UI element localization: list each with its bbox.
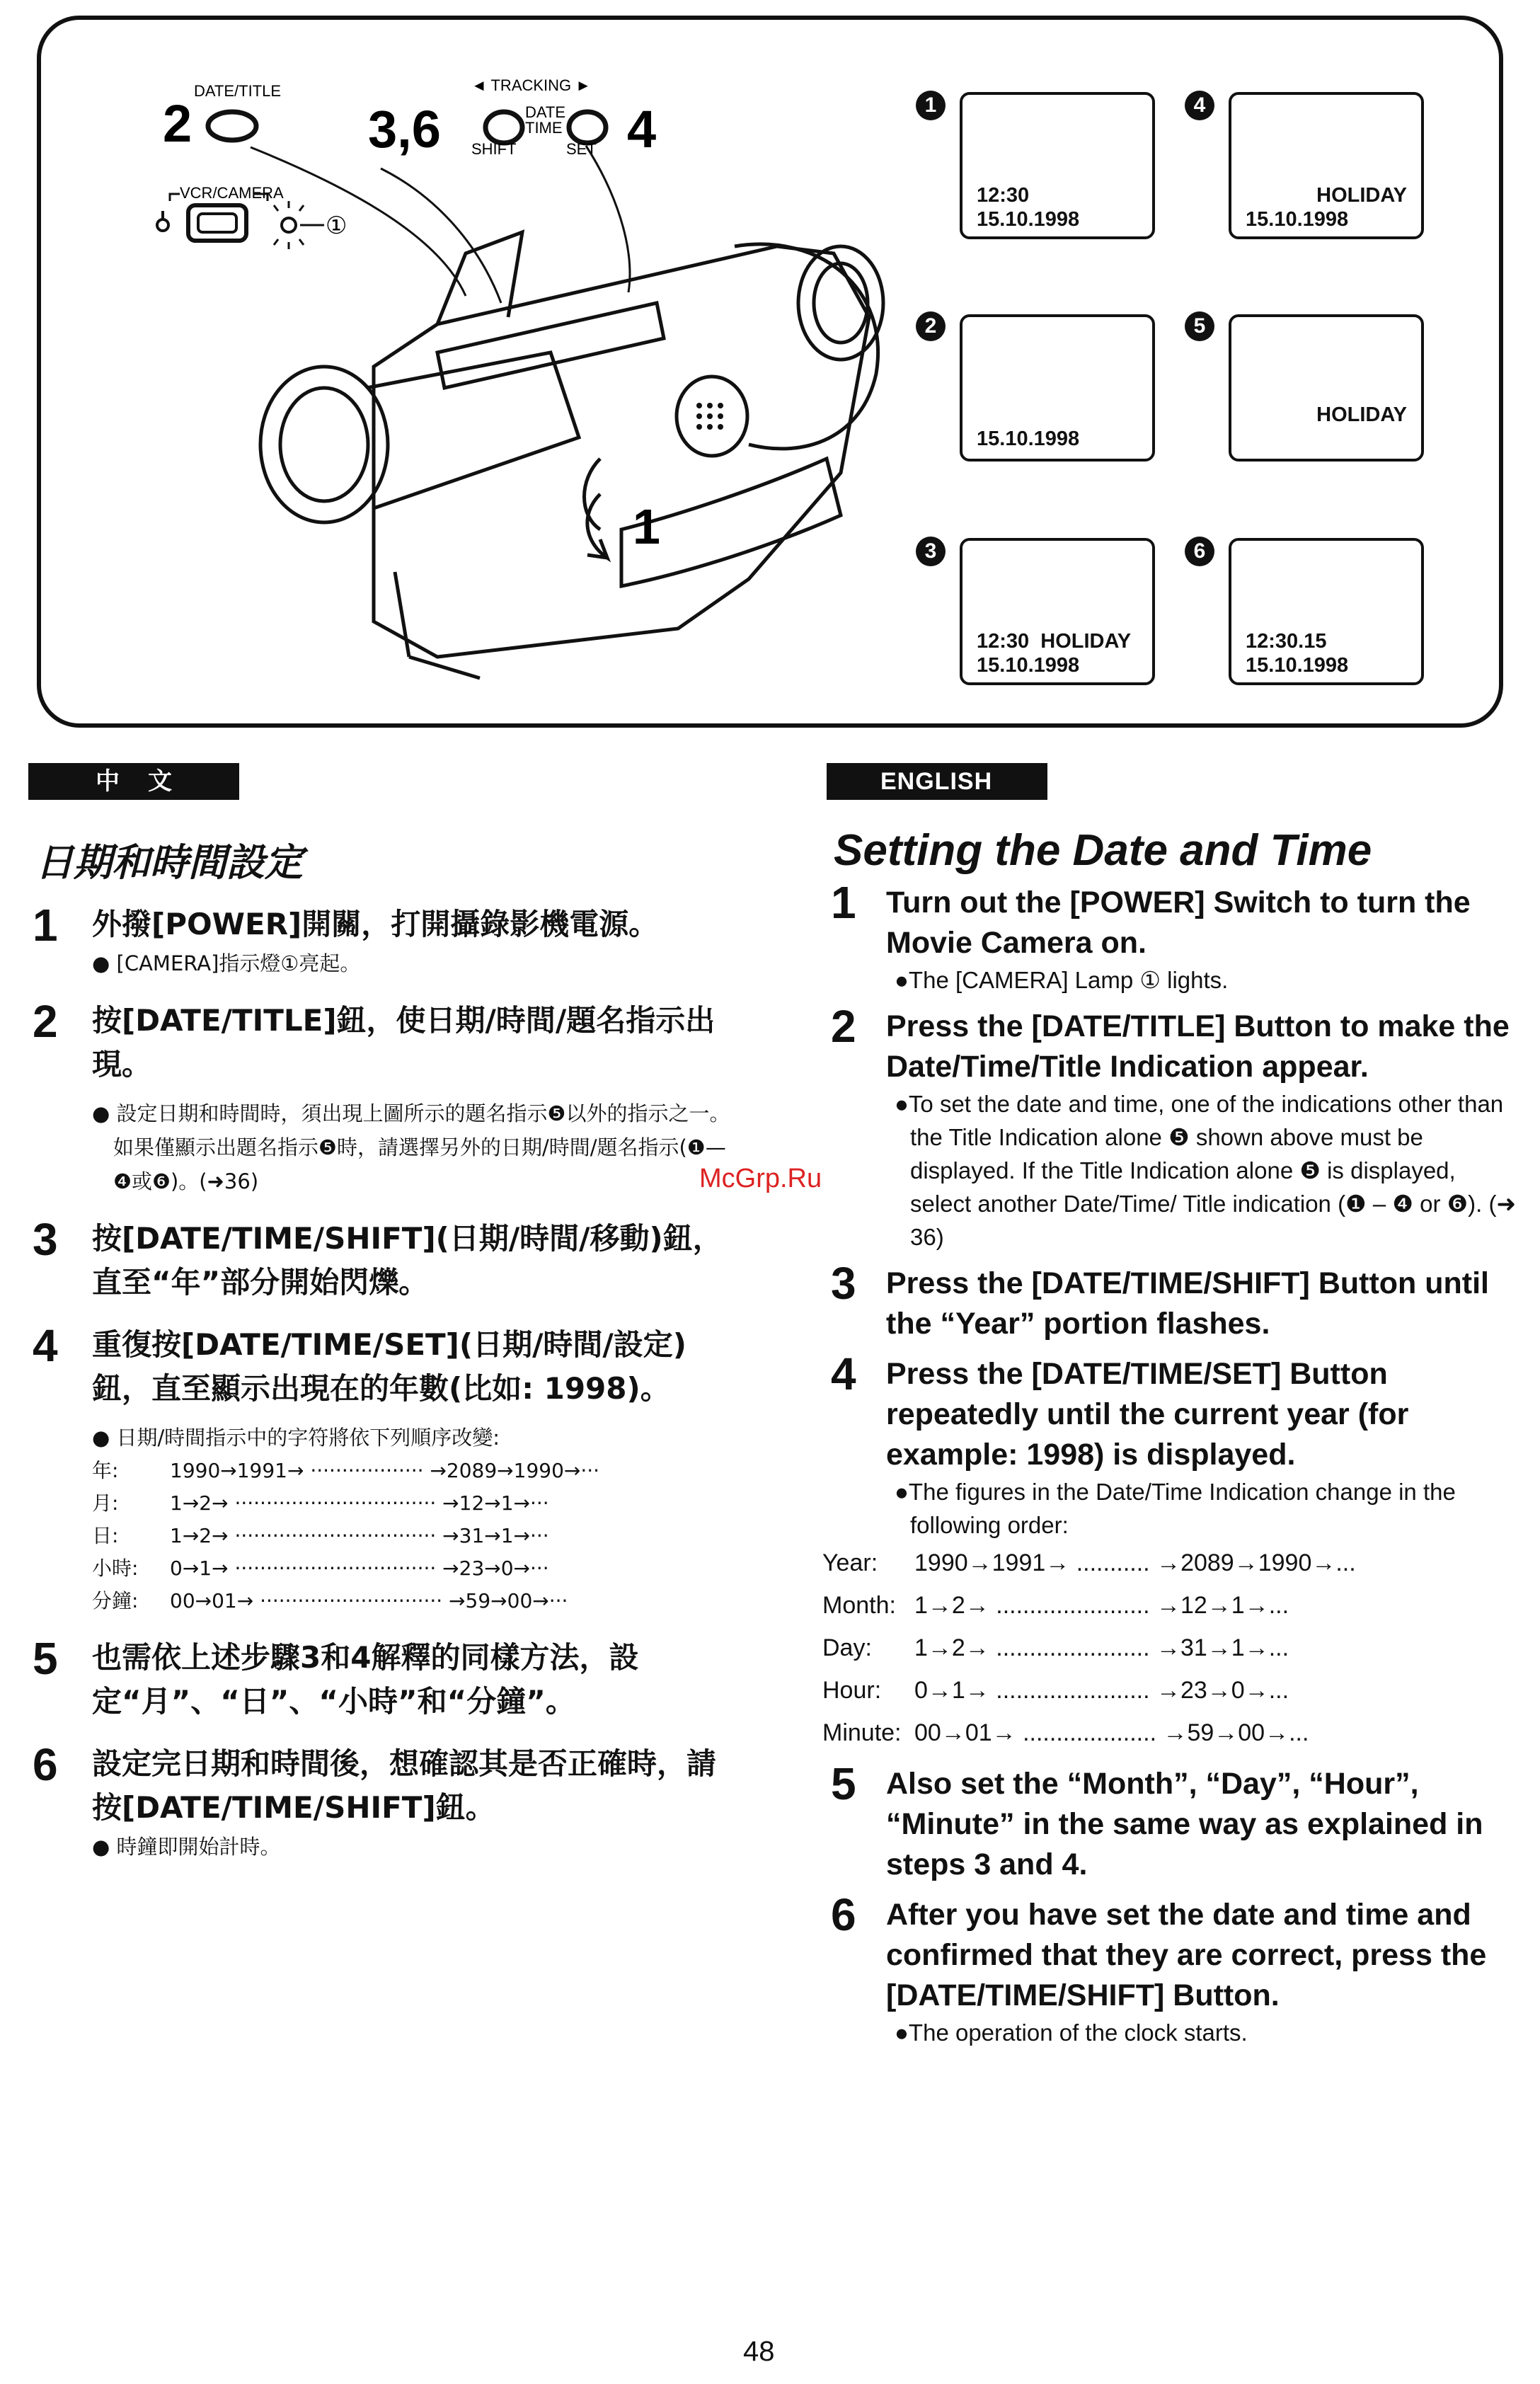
zh-step-1-text: 外撥[POWER]開關，打開攝錄影機電源。 <box>92 907 659 941</box>
screen-1-line-1: 12:30 <box>977 184 1030 207</box>
indication-screen-4 <box>1229 92 1424 239</box>
en-seq-row-minute: Minute: 00→01→ .................... →59→00→... <box>822 1719 1309 1746</box>
en-step-number: 1 <box>831 877 856 928</box>
screen-number-4: 4 <box>1185 91 1214 120</box>
zh-seq-row-year: 年: 1990→1991→ ·················· →2089→1990→··· <box>92 1459 600 1482</box>
screen-6-line-1: 12:30.15 <box>1246 630 1327 653</box>
zh-change-sequence <box>92 1455 736 1617</box>
date-title-label: DATE/TITLE <box>194 82 282 100</box>
zh-step-5-text: 也需依上述步驟3和4解釋的同樣方法，設定“月”、“日”、“小時”和“分鐘”。 <box>92 1640 639 1719</box>
watermark: McGrp.Ru <box>699 1164 822 1193</box>
zh-step-6-note: ● 時鐘即開始計時。 <box>92 1835 281 1859</box>
zh-step-1 <box>28 902 736 980</box>
time-label: TIME <box>525 119 563 137</box>
screen-5-line-1: HOLIDAY <box>1316 403 1407 426</box>
zh-step-6-text: 設定完日期和時間後，想確認其是否正確時，請按[DATE/TIME/SHIFT]鈕。 <box>92 1746 717 1825</box>
callout-4: 4 <box>627 100 657 159</box>
tracking-label: ◄ TRACKING ► <box>471 76 592 94</box>
zh-step-2 <box>28 996 736 1198</box>
date-label: DATE <box>525 103 566 121</box>
zh-step-2-text: 按[DATE/TITLE]鈕，使日期/時間/題名指示出現。 <box>92 1003 716 1082</box>
screen-4-line-1: HOLIDAY <box>1316 184 1407 207</box>
en-step-4-text: Press the [DATE/TIME/SET] Button repeatedly until the current year (for example: 1998) is displayed. <box>886 1357 1409 1472</box>
en-step-3-text: Press the [DATE/TIME/SHIFT] Button until the “Year” portion flashes. <box>886 1266 1490 1341</box>
shift-label: SHIFT <box>471 140 517 158</box>
callout-3-6: 3,6 <box>368 100 441 159</box>
en-step-number: 6 <box>831 1889 856 1940</box>
screen-1-line-2: 15.10.1998 <box>977 208 1080 231</box>
english-language-bar: ENGLISH <box>827 763 1047 800</box>
en-step-number: 2 <box>831 1001 856 1052</box>
en-step-2 <box>827 1001 1520 1254</box>
en-seq-row-hour: Hour: 0→1→ ....................... →23→0→... <box>822 1677 1289 1704</box>
zh-step-number: 1 <box>33 900 58 951</box>
vcr-camera-label: VCR/CAMERA <box>180 184 284 202</box>
date-time-set-button-icon <box>569 112 606 143</box>
english-title: Setting the Date and Time <box>834 826 1372 875</box>
screen-6-line-2: 15.10.1998 <box>1246 654 1349 677</box>
screen-number-5: 5 <box>1185 311 1214 341</box>
en-step-1-text: Turn out the [POWER] Switch to turn the Movie Camera on. <box>886 886 1471 960</box>
indication-screen-1 <box>960 92 1155 239</box>
screen-number-6: 6 <box>1185 537 1214 566</box>
en-step-3 <box>827 1258 1520 1344</box>
zh-step-6 <box>28 1739 736 1864</box>
zh-step-number: 3 <box>33 1214 58 1265</box>
indication-screen-5 <box>1229 314 1424 462</box>
en-step-2-note: ●To set the date and time, one of the indications other than the Title Indication alone ❺ shown above must be displayed. If the Title Indication alone ❺ is displayed, select another Date/Time/ Title indication (❶ – ❹ or ❻). (➜ 36) <box>895 1091 1517 1250</box>
callout-1: 1 <box>633 499 660 554</box>
screen-3-line-1: 12:30 HOLIDAY <box>977 630 1132 653</box>
speaker-grille <box>696 403 723 430</box>
illustration-panel <box>37 16 1503 728</box>
en-step-5 <box>827 1758 1520 1885</box>
en-seq-row-year: Year: 1990→1991→ ........... →2089→1990→... <box>822 1549 1356 1576</box>
zh-step-3-text: 按[DATE/TIME/SHIFT](日期/時間/移動)鈕，直至“年”部分開始閃爍。 <box>92 1221 723 1300</box>
screen-number-2: 2 <box>916 311 946 341</box>
zh-step-1-note: ● [CAMERA]指示燈①亮起。 <box>92 951 361 975</box>
en-step-2-text: Press the [DATE/TITLE] Button to make the Date/Time/Title Indication appear. <box>886 1009 1510 1084</box>
zh-seq-row-minute: 分鐘: 00→01→ ····························· →59→00→··· <box>92 1589 568 1612</box>
zh-step-3 <box>28 1214 736 1305</box>
en-step-6-note: ●The operation of the clock starts. <box>895 2019 1248 2046</box>
en-change-sequence <box>822 1542 1520 1754</box>
en-seq-row-day: Day: 1→2→ ....................... →31→1→... <box>822 1634 1289 1661</box>
screen-3-line-2: 15.10.1998 <box>977 654 1080 677</box>
zh-step-5 <box>28 1633 736 1724</box>
camera-lamp-icon <box>282 218 296 232</box>
en-step-number: 4 <box>831 1348 856 1399</box>
screen-4-line-2: 15.10.1998 <box>1246 208 1349 231</box>
zh-step-2-note: ● 設定日期和時間時，須出現上圖所示的題名指示❺以外的指示之一。如果僅顯示出題名指示❺時，請選擇另外的日期/時間/題名指示(❶—❹或❻)。(➜36) <box>92 1101 730 1193</box>
zh-step-number: 4 <box>33 1320 58 1371</box>
callout-2: 2 <box>163 94 192 153</box>
camcorder-illustration <box>41 20 933 728</box>
zh-step-4-note: ● 日期/時間指示中的字符將依下列順序改變: <box>92 1426 500 1450</box>
english-column <box>822 763 1520 2049</box>
indication-screen-6 <box>1229 538 1424 685</box>
chinese-language-bar: 中文 <box>28 763 239 800</box>
en-step-6-text: After you have set the date and time and confirmed that they are correct, press the [DATE/TIME/SHIFT] Button. <box>886 1898 1487 2012</box>
page-number: 48 <box>743 2336 775 2367</box>
zh-seq-row-hour: 小時: 0→1→ ································ →23→0→··· <box>92 1557 549 1580</box>
zh-step-4 <box>28 1320 736 1617</box>
en-step-number: 3 <box>831 1258 856 1309</box>
chinese-title: 日期和時間設定 <box>35 840 303 885</box>
en-step-6 <box>827 1889 1520 2049</box>
chinese-column <box>28 763 736 1864</box>
camcorder-body <box>260 232 883 678</box>
zh-step-number: 6 <box>33 1739 58 1790</box>
date-title-button-icon <box>208 112 256 140</box>
zh-seq-row-day: 日: 1→2→ ································ →31→1→··· <box>92 1524 549 1547</box>
en-step-1 <box>827 877 1520 997</box>
zh-seq-row-month: 月: 1→2→ ································ →12→1→··· <box>92 1491 549 1515</box>
indication-screen-3 <box>960 538 1155 685</box>
vcr-position-icon <box>157 219 168 231</box>
zh-step-number: 2 <box>33 996 58 1047</box>
date-time-shift-button-icon <box>485 112 522 143</box>
en-step-number: 5 <box>831 1758 856 1809</box>
screen-number-1: 1 <box>916 91 946 120</box>
en-seq-row-month: Month: 1→2→ ....................... →12→1→... <box>822 1592 1289 1619</box>
screen-number-3: 3 <box>916 537 946 566</box>
lamp-marker: ① <box>326 212 347 240</box>
set-label: SET <box>566 140 597 158</box>
en-step-1-note: ●The [CAMERA] Lamp ① lights. <box>895 967 1229 993</box>
zh-step-4-text: 重復按[DATE/TIME/SET](日期/時間/設定)鈕，直至顯示出現在的年數(比如: 1998)。 <box>92 1327 686 1406</box>
zh-step-number: 5 <box>33 1633 58 1684</box>
en-step-4-note: ●The figures in the Date/Time Indication change in the following order: <box>895 1479 1456 1538</box>
screen-2-line-1: 15.10.1998 <box>977 428 1080 450</box>
en-step-5-text: Also set the “Month”, “Day”, “Hour”, “Minute” in the same way as explained in steps 3 and 4. <box>886 1767 1483 1881</box>
en-step-4 <box>822 1348 1520 1754</box>
indication-screen-2 <box>960 314 1155 462</box>
